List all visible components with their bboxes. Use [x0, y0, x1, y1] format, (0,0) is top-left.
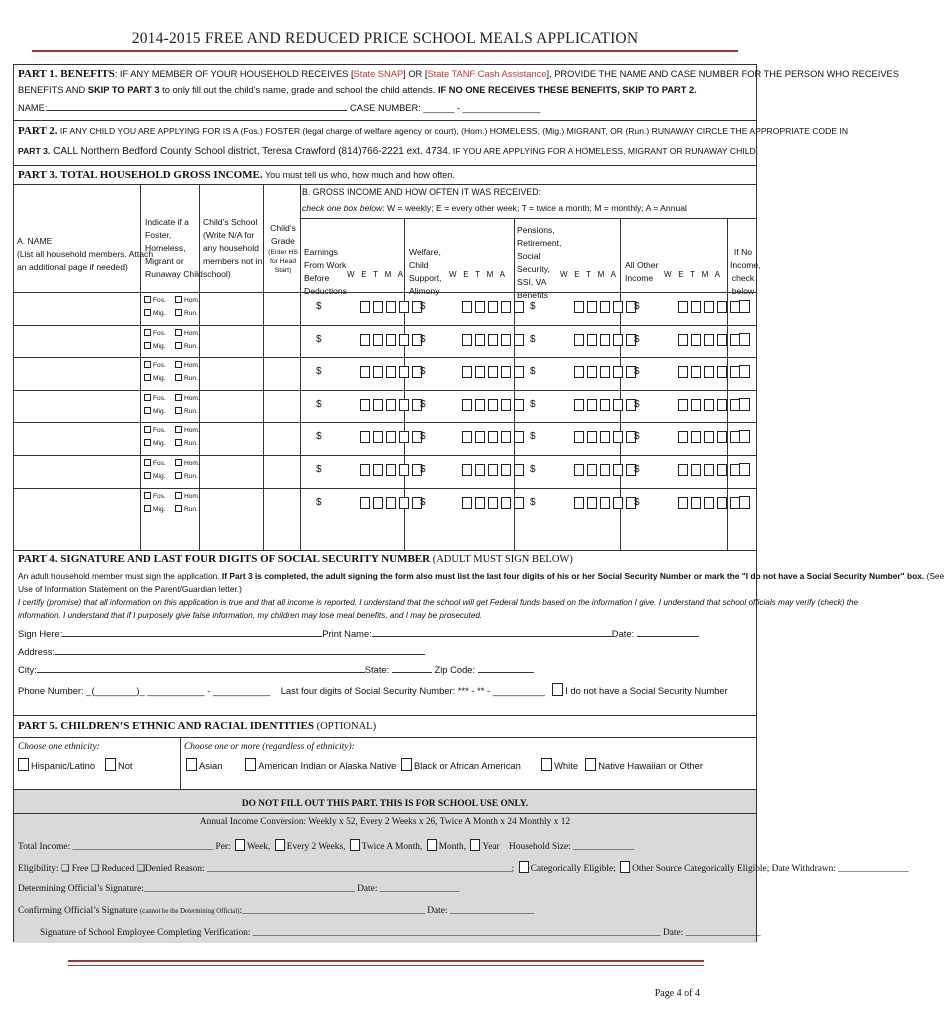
freq-w-checkbox[interactable]	[462, 497, 472, 509]
freq-w-checkbox[interactable]	[678, 497, 688, 509]
part3-heading: PART 3. TOTAL HOUSEHOLD GROSS INCOME.	[18, 169, 263, 181]
form-title-wrap	[14, 30, 756, 48]
freq-m-checkbox[interactable]	[399, 399, 409, 411]
income-row	[14, 488, 756, 520]
freq-t-checkbox[interactable]	[386, 366, 396, 378]
hom-checkbox[interactable]	[175, 329, 182, 336]
amount-field[interactable]: $	[530, 464, 536, 475]
freq-e-checkbox[interactable]	[587, 399, 597, 411]
income-heading: B. GROSS INCOME AND HOW OFTEN IT WAS RECEIVED:	[302, 187, 542, 197]
mig-checkbox[interactable]	[144, 342, 151, 349]
not-hispanic-checkbox[interactable]	[105, 758, 116, 771]
bottom-rule-1	[68, 960, 704, 962]
school-use-section: DO NOT FILL OUT THIS PART. THIS IS FOR SCHOOL USE ONLY. Annual Income Conversion: Weekly x 52, Every 2 Weeks x 26, Twice A Month x 24 Monthly x 12 Total Income: ______________________________ Per: Week, Every 2 Weeks, Twice A Month, Month, Year Household Size: _____________ Eligibility: ❑ Free ❑ Reduced ❑Denied Reason: _________________________________________________________________; Categorically Eligible; Other Source Categorically Eligible; Date Withdrawn: _______________ Determining Official’s Signature:_____________________________________________ Date: _________________ Confirming Official’s Signature (cannot be the Determining Official):_______________________________________ Date: __________________ Signature of School Employee Completing Verification: _______________________________________________________________________________________ Date: ________________	[14, 789, 756, 943]
part5-section: PART 5. CHILDREN’S ETHNIC AND RACIAL IDENTITIES (OPTIONAL) Choose one ethnicity: Choose one or more (regardless of ethnicity): Hispanic/Latino Not Asian American Indian or Alaska Native Black or African American White Native Hawaiian or Other	[14, 716, 756, 789]
freq-m-checkbox[interactable]	[613, 399, 623, 411]
status-codes	[142, 296, 204, 322]
freq-m-checkbox[interactable]	[399, 301, 409, 313]
state-field[interactable]	[392, 663, 432, 673]
income-row	[14, 390, 756, 422]
status-code-label: Run.	[184, 407, 198, 415]
freq-m-checkbox[interactable]	[717, 497, 727, 509]
amount-field[interactable]: $	[316, 464, 322, 475]
freq-e-checkbox[interactable]	[587, 334, 597, 346]
freq-t-checkbox[interactable]	[704, 431, 714, 443]
freq-w-checkbox[interactable]	[574, 431, 584, 443]
name-label: NAME:	[18, 103, 48, 113]
amount-field[interactable]: $	[316, 301, 322, 312]
amount-field[interactable]: $	[530, 366, 536, 378]
other-source-checkbox[interactable]	[620, 861, 630, 873]
run-checkbox[interactable]	[175, 505, 182, 512]
snap-label: State SNAP	[353, 69, 404, 79]
freq-e-checkbox[interactable]	[691, 464, 701, 476]
case-number-label[interactable]: CASE NUMBER: ______ - _______________	[350, 103, 541, 113]
status-code-label: Fos.	[153, 329, 166, 337]
status-code-label: Hom.	[184, 492, 200, 500]
per-2weeks-checkbox[interactable]	[275, 839, 285, 851]
amount-field[interactable]: $	[634, 366, 640, 378]
income-row	[14, 422, 756, 454]
status-code-label: Run.	[184, 342, 198, 350]
confirming-official-field[interactable]: Confirming Official’s Signature (cannot be the Determining Official):_______________________________________ Date: __________________	[18, 906, 535, 916]
conversion-text: Annual Income Conversion: Weekly x 52, Every 2 Weeks x 26, Twice A Month x 24 Monthly x 12	[199, 817, 571, 827]
per-year-checkbox[interactable]	[470, 839, 480, 851]
freq-w-checkbox[interactable]	[574, 334, 584, 346]
eligibility-field[interactable]: Eligibility: ❑ Free ❑ Reduced ❑Denied Reason: _________________________________________________________________;	[18, 864, 515, 874]
run-checkbox[interactable]	[175, 439, 182, 446]
bottom-rule-2	[68, 965, 704, 966]
amount-field[interactable]: $	[420, 301, 426, 312]
per-week-checkbox[interactable]	[235, 839, 245, 851]
freq-w-checkbox[interactable]	[462, 399, 472, 411]
freq-w-checkbox[interactable]	[678, 366, 688, 378]
amount-field[interactable]: $	[634, 464, 640, 475]
freq-e-checkbox[interactable]	[373, 497, 383, 509]
school-use-heading: DO NOT FILL OUT THIS PART. THIS IS FOR SCHOOL USE ONLY.	[241, 799, 529, 809]
mig-checkbox[interactable]	[144, 472, 151, 479]
fos-checkbox[interactable]	[144, 394, 151, 401]
amount-field[interactable]: $	[420, 496, 426, 508]
freq-e-checkbox[interactable]	[691, 334, 701, 346]
part5-heading: PART 5. CHILDREN’S ETHNIC AND RACIAL IDENTITIES	[18, 720, 314, 732]
status-code-label: Run.	[184, 310, 198, 317]
categorical-checkbox[interactable]	[519, 861, 529, 873]
col-indicate-header: Indicate if a Foster, Homeless, Migrant or Runaway Child	[145, 217, 203, 279]
status-code-label: Run.	[184, 505, 198, 513]
city-field[interactable]	[37, 663, 365, 673]
freq-t-checkbox[interactable]	[488, 366, 498, 378]
status-code-label: Mig.	[153, 342, 166, 350]
amount-field[interactable]: $	[316, 398, 322, 410]
freq-a-checkbox[interactable]	[514, 301, 524, 313]
freq-t-checkbox[interactable]	[600, 464, 610, 476]
part1-section: PART 1. BENEFITS: IF ANY MEMBER OF YOUR HOUSEHOLD RECEIVES [State SNAP] OR [State TANF Cash Assistance], PROVIDE THE NAME AND CASE NUMBER FOR THE PERSON WHO RECEIVES BENEFITS AND SKIP TO PART 3 to only fill out the child’s name, grade and school the child attends. IF NO ONE RECEIVES THESE BENEFITS, SKIP TO PART 2. NAME: CASE NUMBER: ______ - _______________	[14, 65, 756, 121]
freq-t-checkbox[interactable]	[386, 431, 396, 443]
col-welfare-header: Welfare, Child Support, Alimony	[409, 247, 442, 296]
freq-m-checkbox[interactable]	[399, 366, 409, 378]
freq-t-checkbox[interactable]	[386, 497, 396, 509]
amount-field[interactable]: $	[316, 496, 322, 508]
signature-field[interactable]	[62, 627, 322, 637]
freq-e-checkbox[interactable]	[373, 464, 383, 476]
amount-field[interactable]: $	[530, 431, 536, 443]
date-label: Date:	[611, 628, 635, 639]
run-checkbox[interactable]	[175, 342, 182, 349]
freq-t-checkbox[interactable]	[488, 497, 498, 509]
freq-w-checkbox[interactable]	[462, 334, 472, 346]
freq-e-checkbox[interactable]	[587, 431, 597, 443]
mig-checkbox[interactable]	[144, 439, 151, 446]
freq-e-checkbox[interactable]	[587, 366, 597, 378]
status-codes	[142, 394, 204, 420]
hispanic-checkbox[interactable]	[18, 758, 29, 771]
freq-w-checkbox[interactable]	[462, 366, 472, 378]
freq-m-checkbox[interactable]	[717, 334, 727, 346]
status-code-label: Mig.	[153, 310, 166, 317]
freq-m-checkbox[interactable]	[717, 399, 727, 411]
freq-t-checkbox[interactable]	[704, 399, 714, 411]
per-twice-month-checkbox[interactable]	[350, 839, 360, 851]
freq-e-checkbox[interactable]	[691, 366, 701, 378]
run-checkbox[interactable]	[175, 472, 182, 479]
no-income-checkbox[interactable]	[739, 430, 750, 443]
freq-w-checkbox[interactable]	[678, 301, 688, 313]
mig-checkbox[interactable]	[144, 407, 151, 414]
freq-t-checkbox[interactable]	[488, 464, 498, 476]
part2-heading: PART 2.	[18, 125, 58, 137]
no-income-checkbox[interactable]	[739, 300, 750, 313]
col-pensions-header: Pensions, Retirement, Social Security, SSI, VA Benefits	[517, 225, 562, 300]
hom-checkbox[interactable]	[175, 426, 182, 433]
freq-t-checkbox[interactable]	[600, 301, 610, 313]
no-ssn-checkbox[interactable]	[552, 683, 563, 696]
freq-t-checkbox[interactable]	[488, 399, 498, 411]
freq-m-checkbox[interactable]	[399, 334, 409, 346]
hom-checkbox[interactable]	[175, 361, 182, 368]
fos-checkbox[interactable]	[144, 329, 151, 336]
freq-a-checkbox[interactable]	[514, 366, 524, 378]
part4-heading: PART 4. SIGNATURE AND LAST FOUR DIGITS OF SOCIAL SECURITY NUMBER	[18, 553, 431, 565]
status-code-label: Mig.	[153, 440, 166, 448]
hom-checkbox[interactable]	[175, 296, 182, 303]
status-code-label: Fos.	[153, 427, 166, 435]
page-number: Page 4 of 4	[654, 988, 700, 999]
status-code-label: Fos.	[153, 297, 166, 304]
amount-field[interactable]: $	[316, 333, 322, 345]
print-name-label: Print Name:	[322, 628, 372, 639]
freq-w-checkbox[interactable]	[678, 334, 688, 346]
amount-field[interactable]: $	[634, 398, 640, 410]
status-code-label: Hom.	[184, 329, 200, 337]
status-code-label: Mig.	[153, 375, 166, 383]
freq-e-checkbox[interactable]	[373, 431, 383, 443]
freq-w-checkbox[interactable]	[360, 464, 370, 476]
freq-t-checkbox[interactable]	[600, 497, 610, 509]
fos-checkbox[interactable]	[144, 492, 151, 499]
freq-a-checkbox[interactable]	[514, 334, 524, 346]
status-code-label: Fos.	[153, 460, 166, 467]
col-earnings-header: Earnings From Work Before Deductions	[304, 247, 347, 296]
status-code-label: Run.	[184, 375, 198, 383]
freq-t-checkbox[interactable]	[704, 301, 714, 313]
white-checkbox[interactable]	[541, 758, 552, 771]
status-code-label: Mig.	[153, 505, 166, 513]
fos-checkbox[interactable]	[144, 426, 151, 433]
freq-e-checkbox[interactable]	[587, 497, 597, 509]
freq-m-checkbox[interactable]	[399, 497, 409, 509]
freq-t-checkbox[interactable]	[488, 334, 498, 346]
income-row	[14, 455, 756, 487]
freq-w-checkbox[interactable]	[360, 366, 370, 378]
freq-t-checkbox[interactable]	[386, 464, 396, 476]
freq-w-checkbox[interactable]	[360, 399, 370, 411]
freq-m-checkbox[interactable]	[501, 301, 511, 313]
zip-field[interactable]	[478, 663, 534, 673]
freq-m-checkbox[interactable]	[717, 464, 727, 476]
address-field[interactable]	[55, 645, 425, 655]
freq-header-welfare: W E T M A	[449, 270, 505, 279]
application-form	[13, 64, 944, 942]
col-grade-header: Child’s Grade (Enter HS for Head Start)	[268, 223, 298, 274]
hom-checkbox[interactable]	[175, 459, 182, 466]
freq-header-pensions: W E T M A	[560, 270, 616, 279]
amount-field[interactable]: $	[420, 333, 426, 345]
freq-w-checkbox[interactable]	[360, 431, 370, 443]
black-checkbox[interactable]	[401, 758, 412, 771]
freq-m-checkbox[interactable]	[717, 301, 727, 313]
freq-w-checkbox[interactable]	[462, 464, 472, 476]
run-checkbox[interactable]	[175, 309, 182, 316]
contact-line: CALL Northern Bedford County School district, Teresa Crawford (814)766-2221 ext. 4734.	[50, 146, 451, 157]
no-income-checkbox[interactable]	[739, 333, 750, 346]
fos-checkbox[interactable]	[144, 296, 151, 303]
income-row	[14, 357, 756, 389]
freq-m-checkbox[interactable]	[501, 431, 511, 443]
part3-section: PART 3. TOTAL HOUSEHOLD GROSS INCOME. You must tell us who, how much and how often. B. GROSS INCOME AND HOW OFTEN IT WAS RECEIVED: check one box below: W = weekly; E = every other week; T = twice a month; M = monthly; A = Annual A. NAME (List all household members. Attach an additional page if needed) Indicate if a Foster, Homeless, Migrant or Runaway Child Child’s School (Write N/A for any household members not in school) Child’s Grade (Enter HS for Head Start) Earnings From Work Before Deductions Welfare, Child Support, Alimony Pensions, Retirement, Social Security, SSI, VA Benefits All Other Income If No Income, check below W E T M A W E T M A W E T M A W E T M A Fos. Hom. Mig. Run. $ $ $ $ Fos. Hom. Mig. Run. $ $ $ $ Fos. Hom. Mig. Run. $ $ $ $ Fos. Hom. Mig. Run. $ $ $ $ Fos. Hom. Mig. Run. $ $ $ $ Fos. Hom. Mig. Run. $ $ $ $ Fos. Hom. Mig. Run. $ $ $ $	[14, 166, 756, 551]
freq-e-checkbox[interactable]	[475, 497, 485, 509]
freq-header-other: W E T M A	[664, 270, 720, 279]
freq-w-checkbox[interactable]	[574, 301, 584, 313]
freq-t-checkbox[interactable]	[386, 334, 396, 346]
income-row	[14, 325, 756, 357]
employee-verification-field[interactable]: Signature of School Employee Completing Verification: _______________________________________________________________________________________ Date: ________________	[40, 928, 761, 938]
freq-w-checkbox[interactable]	[574, 399, 584, 411]
freq-t-checkbox[interactable]	[600, 334, 610, 346]
freq-m-checkbox[interactable]	[501, 497, 511, 509]
household-size-field[interactable]: Household Size: _____________	[509, 842, 635, 852]
freq-e-checkbox[interactable]	[691, 399, 701, 411]
sign-here-label: Sign Here:	[18, 628, 63, 639]
freq-e-checkbox[interactable]	[475, 334, 485, 346]
freq-m-checkbox[interactable]	[613, 334, 623, 346]
tanf-label: State TANF Cash Assistance	[427, 69, 547, 79]
phone-field[interactable]: Phone Number: _(________)_ ___________ - ___________	[18, 685, 271, 696]
freq-m-checkbox[interactable]	[613, 464, 623, 476]
freq-m-checkbox[interactable]	[613, 431, 623, 443]
freq-t-checkbox[interactable]	[488, 431, 498, 443]
freq-m-checkbox[interactable]	[501, 366, 511, 378]
freq-header-earnings: W E T M A	[347, 270, 403, 279]
status-code-label: Fos.	[153, 362, 166, 370]
print-name-field[interactable]	[372, 627, 612, 637]
freq-m-checkbox[interactable]	[717, 366, 727, 378]
asian-checkbox[interactable]	[186, 758, 197, 771]
freq-w-checkbox[interactable]	[678, 464, 688, 476]
freq-t-checkbox[interactable]	[600, 431, 610, 443]
freq-m-checkbox[interactable]	[501, 334, 511, 346]
freq-m-checkbox[interactable]	[613, 301, 623, 313]
amount-field[interactable]: $	[316, 366, 322, 378]
freq-e-checkbox[interactable]	[691, 431, 701, 443]
ssn-field[interactable]: Last four digits of Social Security Number: *** - ** - __________	[280, 685, 545, 696]
freq-e-checkbox[interactable]	[691, 301, 701, 313]
status-codes	[142, 459, 204, 485]
col-other-header: All Other Income	[625, 260, 659, 283]
col-ifno-header: If No Income, check below	[730, 247, 761, 296]
freq-e-checkbox[interactable]	[475, 431, 485, 443]
freq-t-checkbox[interactable]	[600, 399, 610, 411]
amount-field[interactable]: $	[420, 464, 426, 475]
freq-e-checkbox[interactable]	[691, 497, 701, 509]
amount-field[interactable]: $	[530, 301, 536, 312]
freq-w-checkbox[interactable]	[462, 301, 472, 313]
freq-m-checkbox[interactable]	[399, 464, 409, 476]
determining-official-field[interactable]: Determining Official’s Signature:_____________________________________________ Date: _________________	[18, 884, 460, 894]
freq-e-checkbox[interactable]	[587, 301, 597, 313]
status-code-label: Hom.	[184, 394, 200, 402]
freq-e-checkbox[interactable]	[475, 399, 485, 411]
freq-t-checkbox[interactable]	[704, 366, 714, 378]
status-code-label: Fos.	[153, 492, 166, 500]
form-title: 2014-2015 FREE AND REDUCED PRICE SCHOOL MEALS APPLICATION	[131, 30, 639, 47]
freq-m-checkbox[interactable]	[399, 431, 409, 443]
freq-t-checkbox[interactable]	[704, 497, 714, 509]
status-codes	[142, 492, 204, 518]
amount-field[interactable]: $	[634, 301, 640, 312]
status-code-label: Mig.	[153, 473, 166, 480]
no-income-checkbox[interactable]	[739, 365, 750, 378]
freq-e-checkbox[interactable]	[475, 366, 485, 378]
amount-field[interactable]: $	[634, 496, 640, 508]
income-row	[14, 292, 756, 324]
freq-w-checkbox[interactable]	[574, 464, 584, 476]
status-code-label: Hom.	[184, 362, 200, 370]
freq-w-checkbox[interactable]	[574, 497, 584, 509]
no-ssn-label: I do not have a Social Security Number	[565, 685, 728, 696]
amount-field[interactable]: $	[316, 431, 322, 443]
freq-t-checkbox[interactable]	[488, 301, 498, 313]
col-name-header: A. NAME (List all household members. Attach an additional page if needed)	[17, 236, 154, 272]
freq-w-checkbox[interactable]	[574, 366, 584, 378]
native-hawaiian-checkbox[interactable]	[585, 758, 596, 771]
freq-e-checkbox[interactable]	[475, 464, 485, 476]
status-code-label: Hom.	[184, 460, 200, 467]
freq-t-checkbox[interactable]	[386, 301, 396, 313]
mig-checkbox[interactable]	[144, 374, 151, 381]
amount-field[interactable]: $	[420, 398, 426, 410]
run-checkbox[interactable]	[175, 407, 182, 414]
part1-heading: PART 1. BENEFITS	[18, 68, 115, 80]
amount-field[interactable]: $	[530, 398, 536, 410]
american-indian-checkbox[interactable]	[245, 758, 256, 771]
amount-field[interactable]: $	[530, 496, 536, 508]
name-field[interactable]	[47, 101, 347, 111]
freq-e-checkbox[interactable]	[373, 301, 383, 313]
status-code-label: Run.	[184, 440, 198, 448]
freq-w-checkbox[interactable]	[678, 431, 688, 443]
freq-m-checkbox[interactable]	[501, 464, 511, 476]
amount-field[interactable]: $	[634, 431, 640, 443]
status-code-label: Hom.	[184, 297, 200, 304]
freq-t-checkbox[interactable]	[600, 366, 610, 378]
status-codes	[142, 426, 204, 452]
freq-e-checkbox[interactable]	[373, 334, 383, 346]
amount-field[interactable]: $	[634, 333, 640, 345]
freq-t-checkbox[interactable]	[704, 464, 714, 476]
fos-checkbox[interactable]	[144, 361, 151, 368]
no-income-checkbox[interactable]	[739, 463, 750, 476]
part2-section: PART 2. IF ANY CHILD YOU ARE APPLYING FOR IS A (Fos.) FOSTER (legal charge of welfare agency or court), (Hom.) HOMELESS, (Mig.) MIGRANT, OR (Run.) RUNAWAY CIRCLE THE APPROPRIATE CODE IN PART 3. CALL Northern Bedford County School district, Teresa Crawford (814)766-2221 ext. 4734. IF YOU ARE APPLYING FOR A HOMELESS, MIGRANT OR RUNAWAY CHILD.	[14, 121, 756, 166]
freq-m-checkbox[interactable]	[613, 366, 623, 378]
freq-t-checkbox[interactable]	[704, 334, 714, 346]
status-code-label: Mig.	[153, 407, 166, 415]
col-school-header: Child’s School (Write N/A for any household members not in school)	[203, 217, 263, 279]
status-code-label: Fos.	[153, 394, 166, 402]
date-field[interactable]	[637, 627, 699, 637]
amount-field[interactable]: $	[420, 431, 426, 443]
freq-m-checkbox[interactable]	[717, 431, 727, 443]
freq-e-checkbox[interactable]	[587, 464, 597, 476]
status-codes	[142, 329, 204, 355]
status-codes	[142, 361, 204, 387]
mig-checkbox[interactable]	[144, 505, 151, 512]
freq-m-checkbox[interactable]	[501, 399, 511, 411]
fos-checkbox[interactable]	[144, 459, 151, 466]
freq-w-checkbox[interactable]	[678, 399, 688, 411]
amount-field[interactable]: $	[530, 333, 536, 345]
hom-checkbox[interactable]	[175, 492, 182, 499]
freq-e-checkbox[interactable]	[475, 301, 485, 313]
hom-checkbox[interactable]	[175, 394, 182, 401]
freq-w-checkbox[interactable]	[360, 334, 370, 346]
per-month-checkbox[interactable]	[427, 839, 437, 851]
mig-checkbox[interactable]	[144, 309, 151, 316]
freq-e-checkbox[interactable]	[373, 399, 383, 411]
run-checkbox[interactable]	[175, 374, 182, 381]
title-rule	[32, 50, 738, 52]
freq-w-checkbox[interactable]	[360, 301, 370, 313]
freq-w-checkbox[interactable]	[462, 431, 472, 443]
status-code-label: Run.	[184, 473, 198, 480]
freq-w-checkbox[interactable]	[360, 497, 370, 509]
freq-a-checkbox[interactable]	[514, 464, 524, 476]
freq-a-checkbox[interactable]	[514, 497, 524, 509]
freq-m-checkbox[interactable]	[613, 497, 623, 509]
amount-field[interactable]: $	[420, 366, 426, 378]
freq-t-checkbox[interactable]	[386, 399, 396, 411]
status-code-label: Hom.	[184, 427, 200, 435]
freq-e-checkbox[interactable]	[373, 366, 383, 378]
freq-a-checkbox[interactable]	[514, 399, 524, 411]
no-income-checkbox[interactable]	[739, 398, 750, 411]
part4-section: PART 4. SIGNATURE AND LAST FOUR DIGITS OF SOCIAL SECURITY NUMBER (ADULT MUST SIGN BELOW) An adult household member must sign the application. If Part 3 is completed, the adult signing the form also must list the last four digits of his or her Social Security Number or mark the "I do not have a Social Security Number" box. (See Use of Information Statement on the Parent/Guardian letter.) I certify (promise) that all information on this application is true and that all income is reported. I understand that the school will get Federal funds based on the information I give. I understand that school officials may verify (check) the information. I understand that if I purposely give false information, my children may lose meal benefits, and I may be prosecuted. Sign Here: Print Name: Date: Address: City: State: Zip Code: Phone Number: _(________)_ ___________ - ___________ Last four digits of Social Security Number: *** - ** - __________ I do not have a Social Security Number	[14, 551, 756, 716]
total-income-field[interactable]: Total Income: ______________________________ Per:	[18, 842, 231, 852]
no-income-checkbox[interactable]	[739, 496, 750, 509]
freq-a-checkbox[interactable]	[514, 431, 524, 443]
